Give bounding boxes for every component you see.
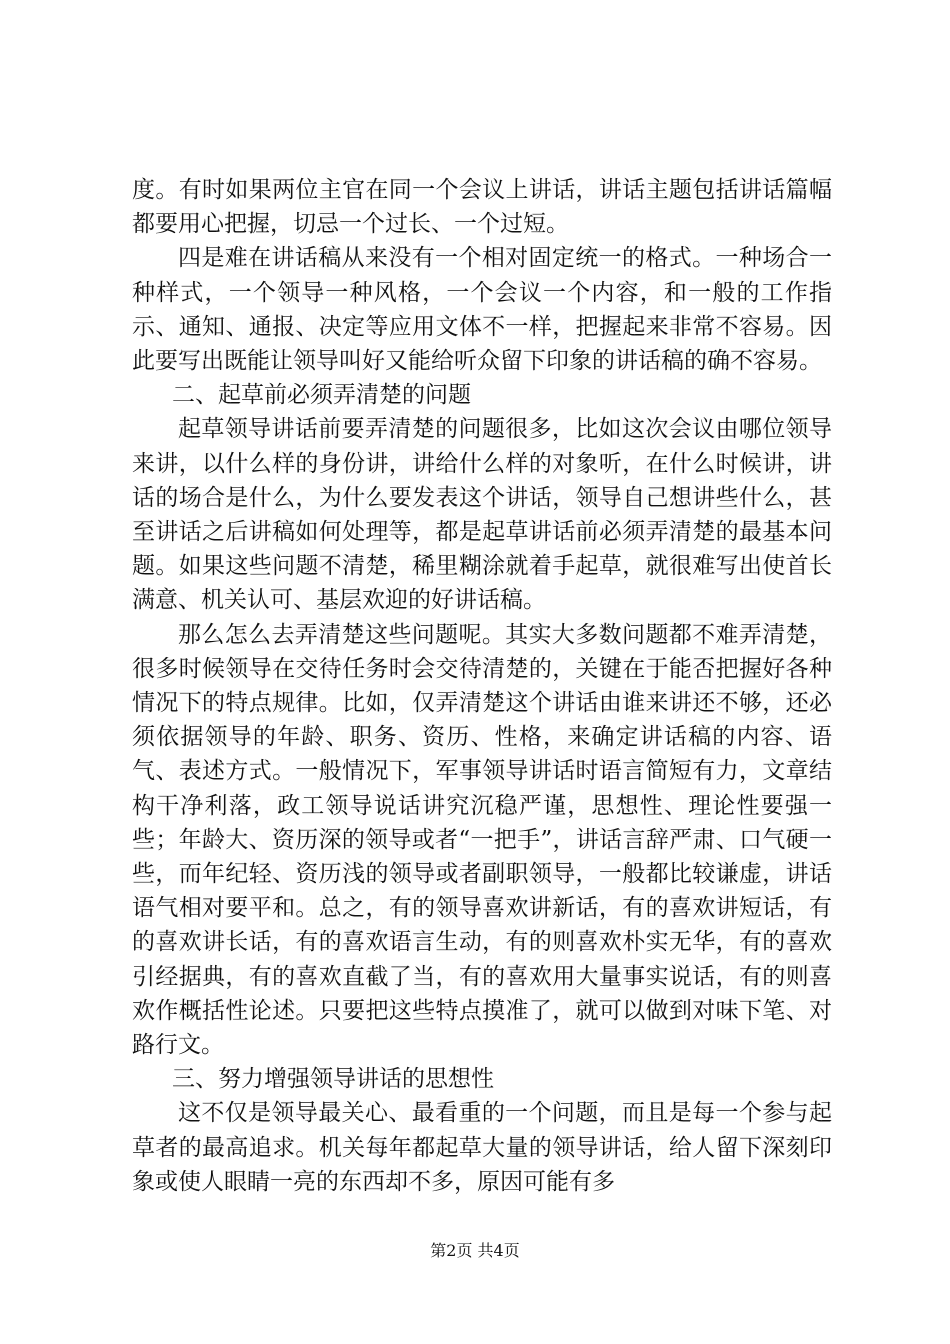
document-body [132, 173, 832, 1199]
paragraph-drafting-questions: 起草领导讲话前要弄清楚的问题很多，比如这次会议由哪位领导来讲，以什么样的身份讲，讲给什么样的对象听，在什么时候讲，讲话的场合是什么，为什么要发表这个讲话，领导自己想讲些什么，甚至讲话之后讲稿如何处理等，都是起草讲话前必须弄清楚的最基本问题。如果这些问题不清楚，稀里糊涂就着手起草，就很难写出使首长满意、机关认可、基层欢迎的好讲话稿。 [132, 416, 832, 614]
section-heading-two: 二、起草前必须弄清楚的问题 [172, 382, 471, 409]
section-heading-three: 三、努力增强领导讲话的思想性 [172, 1066, 494, 1093]
paragraph-how-to-clarify: 那么怎么去弄清楚这些问题呢。其实大多数问题都不难弄清楚，很多时候领导在交待任务时会交待清楚的，关键在于能否把握好各种情况下的特点规律。比如，仅弄清楚这个讲话由谁来讲还不够，还必须依据领导的年龄、职务、资历、性格，来确定讲话稿的内容、语气、表述方式。一般情况下，军事领导讲话时语言简短有力，文章结构干净利落，政工领导说话讲究沉稳严谨，思想性、理论性要强一些；年龄大、资历深的领导或者“一把手”，讲话言辞严肃、口气硬一些，而年纪轻、资历浅的领导或者副职领导，一般都比较谦虚，讲话语气相对要平和。总之，有的领导喜欢讲新话，有的喜欢讲短话，有的喜欢讲长话，有的喜欢语言生动，有的则喜欢朴实无华，有的喜欢引经据典，有的喜欢直截了当，有的喜欢用大量事实说话，有的则喜欢作概括性论述。只要把这些特点摸准了，就可以做到对味下笔、对路行文。 [132, 621, 832, 1059]
page-number-footer: 第2页 共4页 [430, 1241, 520, 1260]
paragraph-continuation: 度。有时如果两位主官在同一个会议上讲话，讲话主题包括讲话篇幅都要用心把握，切忌一个过长、一个过短。 [132, 177, 832, 238]
paragraph-thoughtfulness: 这不仅是领导最关心、最看重的一个问题，而且是每一个参与起草者的最高追求。机关每年都起草大量的领导讲话，给人留下深刻印象或使人眼睛一亮的东西却不多，原因可能有多 [132, 1100, 832, 1195]
paragraph-point-four: 四是难在讲话稿从来没有一个相对固定统一的格式。一种场合一种样式，一个领导一种风格，一个会议一个内容，和一般的工作指示、通知、通报、决定等应用文体不一样，把握起来非常不容易。因此要写出既能让领导叫好又能给听众留下印象的讲话稿的确不容易。 [132, 245, 832, 375]
